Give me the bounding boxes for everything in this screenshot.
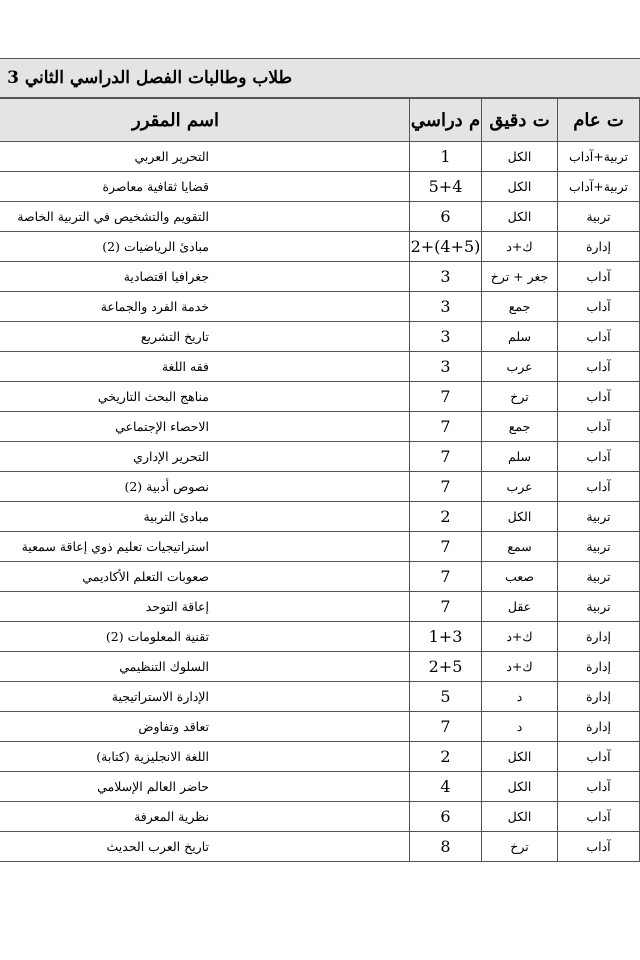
cell-specific-spec: الكل: [482, 142, 558, 172]
table-row: [0, 832, 640, 862]
cell-course-name: تاريخ التشريع: [0, 322, 410, 352]
cell-general-spec: تربية: [558, 502, 640, 532]
table-row: [0, 202, 640, 232]
cell-specific-spec: عرب: [482, 472, 558, 502]
table-row: [0, 592, 640, 622]
cell-general-spec: إدارة: [558, 652, 640, 682]
cell-study-level: 1: [410, 142, 482, 172]
cell-general-spec: آداب: [558, 292, 640, 322]
cell-specific-spec: الكل: [482, 802, 558, 832]
cell-specific-spec: جمع: [482, 292, 558, 322]
cell-specific-spec: الكل: [482, 202, 558, 232]
sheet-title: طلاب وطالبات الفصل الدراسي الثاني 3: [7, 68, 292, 88]
cell-study-level: 7: [410, 442, 482, 472]
cell-specific-spec: ك+د: [482, 232, 558, 262]
cell-course-name: قضايا ثقافية معاصرة: [0, 172, 410, 202]
cell-course-name: مناهج البحث التاريخي: [0, 382, 410, 412]
header-specific-spec: ت دقيق: [482, 99, 558, 142]
cell-course-name: فقه اللغة: [0, 352, 410, 382]
cell-course-name: الإدارة الاستراتيجية: [0, 682, 410, 712]
cell-general-spec: تربية: [558, 202, 640, 232]
cell-specific-spec: ترخ: [482, 832, 558, 862]
cell-study-level: 2: [410, 742, 482, 772]
cell-general-spec: تربية+آداب: [558, 142, 640, 172]
cell-course-name: حاضر العالم الإسلامي: [0, 772, 410, 802]
cell-general-spec: آداب: [558, 832, 640, 862]
table-row: [0, 502, 640, 532]
cell-course-name: التحرير الإداري: [0, 442, 410, 472]
cell-general-spec: تربية: [558, 532, 640, 562]
cell-general-spec: آداب: [558, 262, 640, 292]
cell-study-level: 3: [410, 292, 482, 322]
cell-study-level: 4: [410, 772, 482, 802]
table-row: [0, 472, 640, 502]
cell-course-name: التقويم والتشخيص في التربية الخاصة: [0, 202, 410, 232]
cell-general-spec: إدارة: [558, 682, 640, 712]
cell-study-level: 6: [410, 802, 482, 832]
cell-course-name: الاحصاء الإجتماعي: [0, 412, 410, 442]
cell-study-level: 7: [410, 562, 482, 592]
cell-specific-spec: سلم: [482, 442, 558, 472]
table-row: [0, 172, 640, 202]
table-row: [0, 262, 640, 292]
cell-course-name: تعاقد وتفاوض: [0, 712, 410, 742]
table-row: [0, 682, 640, 712]
cell-specific-spec: ترخ: [482, 382, 558, 412]
cell-general-spec: إدارة: [558, 232, 640, 262]
table-row: [0, 322, 640, 352]
table-row: [0, 232, 640, 262]
cell-general-spec: تربية+آداب: [558, 172, 640, 202]
cell-general-spec: آداب: [558, 382, 640, 412]
header-course-name: اسم المقرر: [0, 99, 410, 142]
cell-general-spec: آداب: [558, 472, 640, 502]
cell-course-name: نصوص أدبية (2): [0, 472, 410, 502]
table-row: [0, 352, 640, 382]
cell-specific-spec: ك+د: [482, 652, 558, 682]
cell-course-name: نظرية المعرفة: [0, 802, 410, 832]
cell-specific-spec: سلم: [482, 322, 558, 352]
table-row: [0, 622, 640, 652]
header-row: [0, 99, 640, 142]
table-row: [0, 802, 640, 832]
cell-study-level: 7: [410, 592, 482, 622]
cell-general-spec: آداب: [558, 442, 640, 472]
cell-general-spec: آداب: [558, 802, 640, 832]
cell-course-name: تقنية المعلومات (2): [0, 622, 410, 652]
schedule-sheet: [0, 58, 640, 960]
cell-specific-spec: صعب: [482, 562, 558, 592]
cell-course-name: جغرافيا اقتصادية: [0, 262, 410, 292]
cell-study-level: 2: [410, 502, 482, 532]
cell-study-level: 7: [410, 412, 482, 442]
cell-specific-spec: جمع: [482, 412, 558, 442]
cell-study-level: 8: [410, 832, 482, 862]
header-study-level: م دراسي: [410, 99, 482, 142]
cell-study-level: 5+4: [410, 172, 482, 202]
title-bar: [0, 58, 640, 98]
cell-study-level: 5: [410, 682, 482, 712]
table-row: [0, 742, 640, 772]
table-row: [0, 532, 640, 562]
cell-general-spec: تربية: [558, 592, 640, 622]
table-row: [0, 412, 640, 442]
cell-specific-spec: جغر + ترخ: [482, 262, 558, 292]
table-row: [0, 292, 640, 322]
cell-study-level: 7: [410, 472, 482, 502]
table-row: [0, 562, 640, 592]
cell-course-name: خدمة الفرد والجماعة: [0, 292, 410, 322]
cell-course-name: التحرير العربي: [0, 142, 410, 172]
cell-specific-spec: الكل: [482, 772, 558, 802]
cell-specific-spec: عرب: [482, 352, 558, 382]
cell-study-level: 1+3: [410, 622, 482, 652]
table-row: [0, 712, 640, 742]
cell-course-name: مبادئ التربية: [0, 502, 410, 532]
cell-general-spec: آداب: [558, 772, 640, 802]
cell-general-spec: آداب: [558, 742, 640, 772]
cell-general-spec: تربية: [558, 562, 640, 592]
cell-course-name: صعوبات التعلم الأكاديمي: [0, 562, 410, 592]
cell-study-level: (4+5)+2: [410, 232, 482, 262]
cell-general-spec: آداب: [558, 352, 640, 382]
cell-general-spec: آداب: [558, 322, 640, 352]
cell-specific-spec: الكل: [482, 172, 558, 202]
cell-study-level: 7: [410, 532, 482, 562]
cell-specific-spec: الكل: [482, 502, 558, 532]
cell-course-name: استراتيجيات تعليم ذوي إعاقة سمعية: [0, 532, 410, 562]
cell-general-spec: إدارة: [558, 712, 640, 742]
cell-specific-spec: ك+د: [482, 622, 558, 652]
cell-specific-spec: د: [482, 712, 558, 742]
cell-specific-spec: الكل: [482, 742, 558, 772]
cell-study-level: 6: [410, 202, 482, 232]
cell-specific-spec: د: [482, 682, 558, 712]
table-row: [0, 142, 640, 172]
cell-general-spec: آداب: [558, 412, 640, 442]
table-row: [0, 652, 640, 682]
cell-study-level: 3: [410, 352, 482, 382]
cell-specific-spec: سمع: [482, 532, 558, 562]
cell-study-level: 2+5: [410, 652, 482, 682]
cell-specific-spec: عقل: [482, 592, 558, 622]
cell-course-name: إعاقة التوحد: [0, 592, 410, 622]
cell-course-name: اللغة الانجليزية (كتابة): [0, 742, 410, 772]
courses-table: [0, 98, 640, 862]
header-general-spec: ت عام: [558, 99, 640, 142]
cell-general-spec: إدارة: [558, 622, 640, 652]
cell-course-name: السلوك التنظيمي: [0, 652, 410, 682]
cell-study-level: 7: [410, 382, 482, 412]
table-row: [0, 442, 640, 472]
table-row: [0, 382, 640, 412]
cell-study-level: 7: [410, 712, 482, 742]
cell-study-level: 3: [410, 262, 482, 292]
table-row: [0, 772, 640, 802]
cell-course-name: تاريخ العرب الحديث: [0, 832, 410, 862]
cell-course-name: مبادئ الرياضيات (2): [0, 232, 410, 262]
cell-study-level: 3: [410, 322, 482, 352]
table-body: [0, 142, 640, 862]
